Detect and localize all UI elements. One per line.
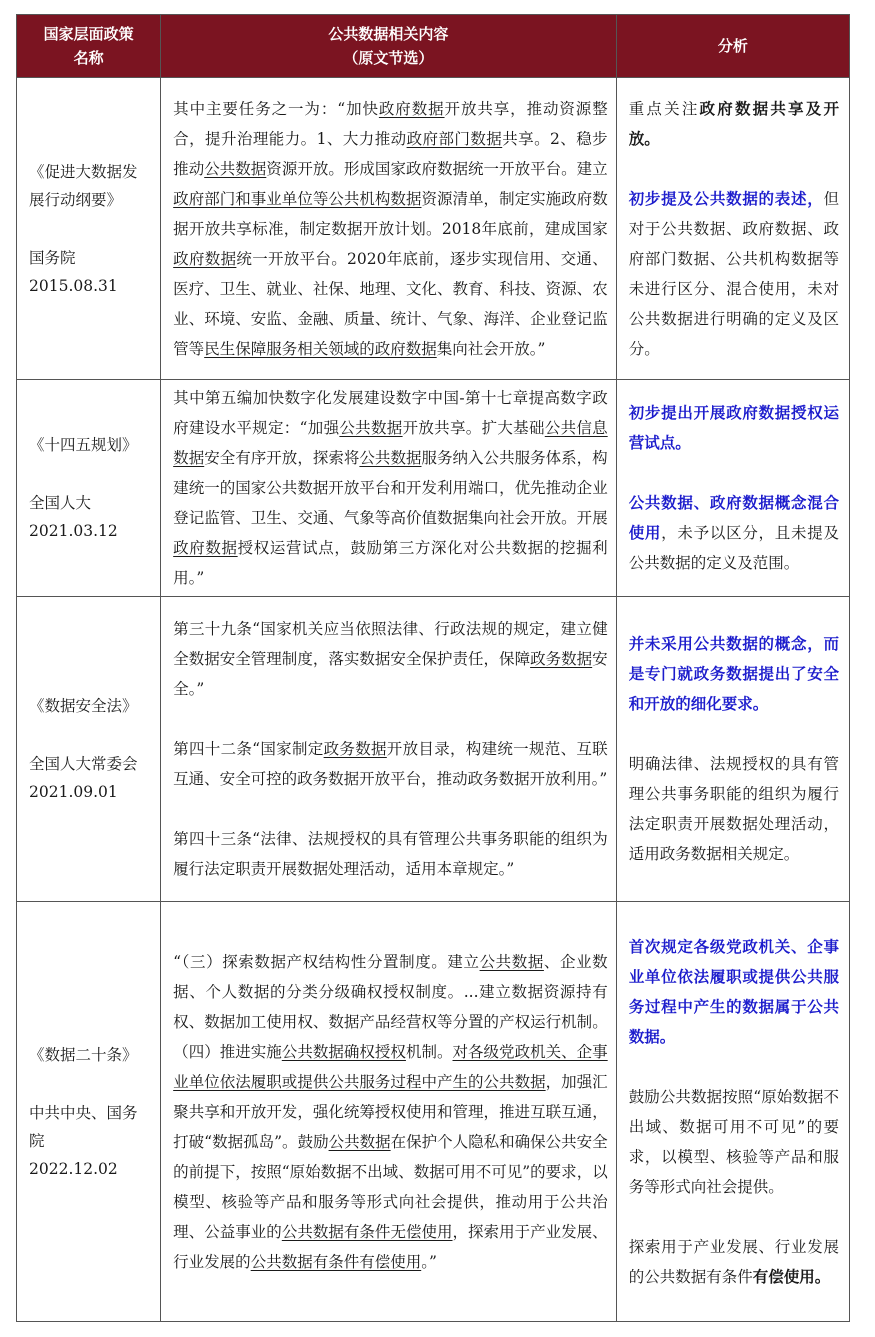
paragraph-gap xyxy=(629,1202,839,1232)
policy-date: 2015.08.31 xyxy=(29,276,118,295)
policy-name: 《促进大数据发展行动纲要》 xyxy=(29,162,138,209)
underlined-term: 公共数据 xyxy=(339,419,403,437)
text-segment: 资源开放。形成国家政府数据统一开放平台。建立 xyxy=(266,159,608,178)
text-segment: 探索用于产业发展、行业发展的公共数据有条件 xyxy=(628,1237,839,1286)
text-segment: 但对于公共数据、政府数据、政府部门数据、公共机构数据等未进行区分、混合使用，未对公共数据进行明确的定义及区分。 xyxy=(628,189,839,358)
paragraph xyxy=(629,932,839,1052)
underlined-term: 政府数据 xyxy=(378,99,445,118)
text-segment: 安全。” xyxy=(173,650,608,698)
text-segment: 其中第五编加快数字化发展建设数字中国-第十七章提高数字政府建设水平规定：“加强 xyxy=(173,389,608,437)
content-text xyxy=(173,383,608,593)
paragraph-gap xyxy=(173,794,608,824)
policy-name-cell xyxy=(17,902,161,1322)
content-cell xyxy=(161,380,617,597)
paragraph xyxy=(173,734,608,794)
table-row xyxy=(17,78,850,380)
text-segment: ，未予以区分，且未提及公共数据的定义及范围。 xyxy=(628,524,839,572)
underlined-term: 政府数据 xyxy=(173,249,237,268)
policy-date: 2021.03.12 xyxy=(29,522,118,540)
analysis-cell xyxy=(616,902,849,1322)
table-row xyxy=(17,380,850,597)
content-cell xyxy=(161,902,617,1322)
paragraph-gap xyxy=(629,719,839,749)
text-segment: ，加强汇聚共享和开放开发，强化统筹授权使用和管理，推进互联互通，打破“数据孤岛”。鼓励 xyxy=(173,1072,608,1151)
text-segment: 集向社会开放。” xyxy=(436,339,546,358)
policy-name-cell xyxy=(17,597,161,902)
underlined-term: 政府部门数据 xyxy=(406,129,503,148)
policy-name: 《数据安全法》 xyxy=(29,697,138,715)
paragraph xyxy=(173,824,608,884)
underlined-term: 公共数据确权授权 xyxy=(281,1042,406,1061)
paragraph-gap xyxy=(173,704,608,734)
content-text xyxy=(173,614,608,884)
text-segment: 授权运营试点，鼓励第三方深化对公共数据的挖掘利用。” xyxy=(173,539,608,587)
text-segment: 共享。2、稳步推动 xyxy=(173,129,608,178)
text-segment: 开放目录，构建统一规范、互联互通、安全可控的政务数据开放平台，推动政务数据开放利用。” xyxy=(173,740,608,788)
content-cell xyxy=(161,78,617,380)
paragraph xyxy=(629,629,839,719)
content-cell xyxy=(161,597,617,902)
header-policy-name-line1: 国家层面政策 xyxy=(43,25,134,43)
header-analysis: 分析 xyxy=(616,15,849,78)
highlighted-text: 初步提出开展政府数据授权运营试点。 xyxy=(628,403,839,452)
header-policy-name xyxy=(17,15,161,78)
policy-table xyxy=(16,14,850,1322)
underlined-term: 对各级党政机关、企事业单位依法履职或提供公共服务过程中产生的公共数据 xyxy=(173,1042,608,1091)
paragraph xyxy=(629,94,839,154)
paragraph xyxy=(629,1232,839,1292)
underlined-term: 公共数据 xyxy=(204,159,267,178)
underlined-term: 政府数据 xyxy=(173,539,238,557)
text-segment: “（三）探索数据产权结构性分置制度。建立 xyxy=(173,952,480,971)
policy-issuer: 国务院 xyxy=(29,248,76,267)
table-row xyxy=(17,597,850,902)
highlighted-text: 公共数据、政府数据概念混合使用 xyxy=(628,493,839,542)
analysis-cell xyxy=(616,78,849,380)
bold-text: 政府数据共享及开放。 xyxy=(628,98,839,148)
highlighted-text: 首次规定各级党政机关、企事业单位依法履职或提供公共服务过程中产生的数据属于公共数据。 xyxy=(628,936,839,1046)
header-row xyxy=(17,15,850,78)
underlined-term: 民生保障服务相关领域的政府数据 xyxy=(204,339,437,358)
content-text xyxy=(173,947,608,1277)
text-segment: 。” xyxy=(421,1252,437,1271)
header-policy-name-line2: 名称 xyxy=(73,49,104,67)
policy-name-cell xyxy=(17,380,161,597)
underlined-term: 政务数据 xyxy=(323,740,387,758)
paragraph xyxy=(173,383,608,593)
policy-name: 《数据二十条》 xyxy=(29,1045,138,1064)
text-segment: 资源清单，制定实施政府数据开放共享标准，制定数据开放计划。2018年底前，建成国家 xyxy=(173,189,608,238)
underlined-term: 公共数据有条件有偿使用 xyxy=(250,1252,422,1271)
text-segment: 鼓励公共数据按照“原始数据不出域、数据可用不可见”的要求，以模型、核验等产品和服务等形式向社会提供。 xyxy=(628,1087,839,1196)
analysis-text xyxy=(629,932,839,1292)
header-content-line1: 公共数据相关内容 xyxy=(328,25,449,43)
header-content-line2: （原文节选） xyxy=(343,49,434,67)
paragraph xyxy=(173,614,608,704)
paragraph xyxy=(629,488,839,578)
text-segment: ，探索用于产业发展、行业发展的 xyxy=(173,1222,608,1271)
paragraph-gap xyxy=(629,458,839,488)
paragraph xyxy=(629,398,839,458)
text-segment: 、企业数据、个人数据的分类分级确权授权制度。...建立数据资源持有权、数据加工使用权、数据产品经营权等分置的产权运行机制。（四）推进实施 xyxy=(173,952,608,1061)
paragraph xyxy=(173,947,608,1277)
policy-issuer: 中共中央、国务院 xyxy=(29,1103,138,1150)
paragraph xyxy=(629,749,839,869)
policy-date: 2022.12.02 xyxy=(29,1159,118,1178)
underlined-term: 政务数据 xyxy=(530,650,593,668)
analysis-text xyxy=(629,94,839,364)
analysis-text xyxy=(629,629,839,869)
paragraph xyxy=(173,94,608,364)
text-segment: 开放共享。扩大基础 xyxy=(402,419,545,437)
bold-text: 有偿使用。 xyxy=(752,1266,831,1286)
text-segment: 开放共享，推动资源整合，提升治理能力。1、大力推动 xyxy=(173,99,608,148)
paragraph-gap xyxy=(629,154,839,184)
paragraph-gap xyxy=(629,1052,839,1082)
text-segment: 服务纳入公共服务体系，构建统一的国家公共数据开放平台和开发利用端口，优先推动企业登记监管、卫生、交通、气象等高价值数据集向社会开放。开展 xyxy=(173,449,608,527)
highlighted-text: 初步提及公共数据的表述， xyxy=(628,188,824,208)
text-segment: 第四十二条“国家制定 xyxy=(173,740,324,758)
text-segment: 明确法律、法规授权的具有管理公共事务职能的组织为履行法定职责开展数据处理活动，适用政务数据相关规定。 xyxy=(628,755,839,863)
text-segment: 重点关注 xyxy=(628,99,700,118)
underlined-term: 公共数据 xyxy=(328,1132,391,1151)
policy-name-cell xyxy=(17,78,161,380)
analysis-cell xyxy=(616,597,849,902)
underlined-term: 公共信息数据 xyxy=(173,419,608,467)
policy-name: 《十四五规划》 xyxy=(29,436,138,454)
text-segment: 第四十三条“法律、法规授权的具有管理公共事务职能的组织为履行法定职责开展数据处理活动，适用本章规定。” xyxy=(173,830,608,878)
policy-issuer: 全国人大 xyxy=(29,494,92,512)
underlined-term: 公共数据 xyxy=(359,449,422,467)
table-row xyxy=(17,902,850,1322)
text-segment: 安全有序开放，探索将 xyxy=(204,449,360,467)
header-content xyxy=(161,15,617,78)
text-segment: 机制。 xyxy=(405,1042,453,1061)
paragraph xyxy=(629,184,839,364)
text-segment: 在保护个人隐私和确保公共安全的前提下，按照“原始数据不出域、数据可用不可见”的要求，以模型、核验等产品和服务等形式向社会提供，推动用于公共治理、公益事业的 xyxy=(173,1132,608,1241)
analysis-text xyxy=(629,398,839,578)
underlined-term: 政府部门和事业单位等公共机构数据 xyxy=(173,189,422,208)
text-segment: 统一开放平台。2020年底前，逐步实现信用、交通、医疗、卫生、就业、社保、地理、文化、教育、科技、资源、农业、环境、安监、金融、质量、统计、气象、海洋、企业登记监管等 xyxy=(173,249,608,358)
text-segment: 其中主要任务之一为：“加快 xyxy=(173,99,379,118)
policy-date: 2021.09.01 xyxy=(29,783,118,801)
content-text xyxy=(173,94,608,364)
text-segment: 第三十九条“国家机关应当依照法律、行政法规的规定，建立健全数据安全管理制度，落实数据安全保护责任，保障 xyxy=(173,620,608,668)
underlined-term: 公共数据有条件无偿使用 xyxy=(281,1222,453,1241)
policy-issuer: 全国人大常委会 xyxy=(29,755,138,773)
highlighted-text: 并未采用公共数据的概念，而是专门就政务数据提出了安全和开放的细化要求。 xyxy=(628,634,839,713)
analysis-cell xyxy=(616,380,849,597)
paragraph xyxy=(629,1082,839,1202)
underlined-term: 公共数据 xyxy=(479,952,544,971)
